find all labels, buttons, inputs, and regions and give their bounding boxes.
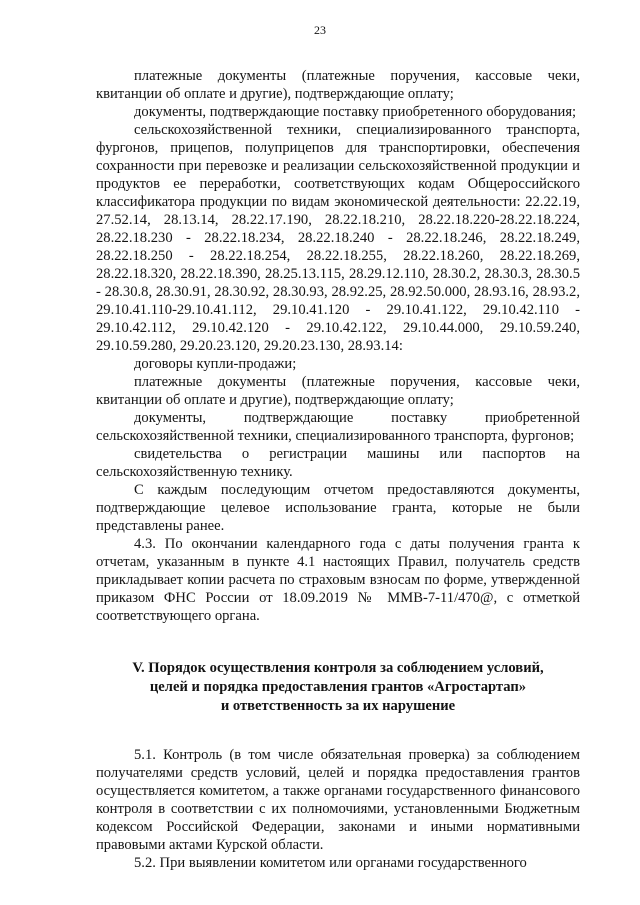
paragraph-registration-certificates: свидетельства о регистрации машины или паспортов на сельскохозяйственную технику.: [96, 446, 580, 480]
paragraph-payment-docs-2: платежные документы (платежные поручения, кассовые чеки, квитанции об оплате и другие), подтверждающие оплату;: [96, 374, 580, 408]
paragraph-subsequent-reports: С каждым последующим отчетом предоставляются документы, подтверждающие целевое использование гранта, которые не были представлены ранее.: [96, 482, 580, 534]
paragraph-agri-machinery-codes: сельскохозяйственной техники, специализированного транспорта, фургонов, прицепов, полуприцепов для транспортировки, обеспечения сохранности при перевозке и реализации сельскохозяйственной продукции и продуктов ее переработки, соответствующих кодам Общероссийского классификатора продукции по видам экономической деятельности: 22.22.19, 27.52.14, 28.13.14, 28.22.17.190, 28.22.18.210, 28.22.18.220-28.22.18.224, 28.22.18.230 - 28.22.18.234, 28.22.18.240 - 28.22.18.246, 28.22.18.249, 28.22.18.250 - 28.22.18.254, 28.22.18.255, 28.22.18.260, 28.22.18.269, 28.22.18.320, 28.22.18.390, 28.25.13.115, 28.29.12.110, 28.30.2, 28.30.3, 28.30.5 - 28.30.8, 28.30.91, 28.30.92, 28.30.93, 28.92.25, 28.92.50.000, 28.93.16, 28.93.2, 29.10.41.110-29.10.41.112, 29.10.41.120 - 29.10.41.122, 29.10.42.110 - 29.10.42.112, 29.10.42.120 - 29.10.42.122, 29.10.44.000, 29.10.59.240, 29.10.59.280, 29.20.23.120, 29.20.23.130, 28.93.14:: [96, 122, 580, 354]
section-heading-line: и ответственность за их нарушение: [220, 698, 456, 714]
paragraph-4-3: 4.3. По окончании календарного года с даты получения гранта к отчетам, указанным в пункте 4.1 настоящих Правил, получатель средств прикладывает копии расчета по страховым взносам по форме, утвержденной приказом ФНС России от 18.09.2019 № ММВ-7-11/470@, с отметкой соответствующего органа.: [96, 536, 580, 624]
paragraph-machinery-delivery-docs: документы, подтверждающие поставку приобретенной сельскохозяйственной техники, специализированного транспорта, фургонов;: [96, 410, 580, 444]
document-body: [96, 67, 580, 872]
section-heading-line: V. Порядок осуществления контроля за соблюдением условий,: [132, 660, 544, 676]
paragraph-purchase-contracts: договоры купли-продажи;: [134, 356, 297, 372]
paragraph-5-1: 5.1. Контроль (в том числе обязательная проверка) за соблюдением получателями средств условий, целей и порядка предоставления грантов осуществляется комитетом, а также органами государственного финансового контроля в соответствии с их полномочиями, установленными Бюджетным кодексом Российской Федерации, законами и иными нормативными правовыми актами Курской области.: [96, 747, 580, 853]
section-v-heading: [96, 659, 580, 716]
section-heading-line: целей и порядка предоставления грантов «Агростартап»: [149, 679, 527, 695]
paragraph-equipment-delivery-docs: документы, подтверждающие поставку приобретенного оборудования;: [134, 104, 577, 120]
paragraph-5-2: 5.2. При выявлении комитетом или органами государственного: [134, 855, 527, 871]
page-number: 23: [314, 23, 326, 37]
paragraph-payment-docs-1: платежные документы (платежные поручения, кассовые чеки, квитанции об оплате и другие), подтверждающие оплату;: [96, 68, 580, 102]
